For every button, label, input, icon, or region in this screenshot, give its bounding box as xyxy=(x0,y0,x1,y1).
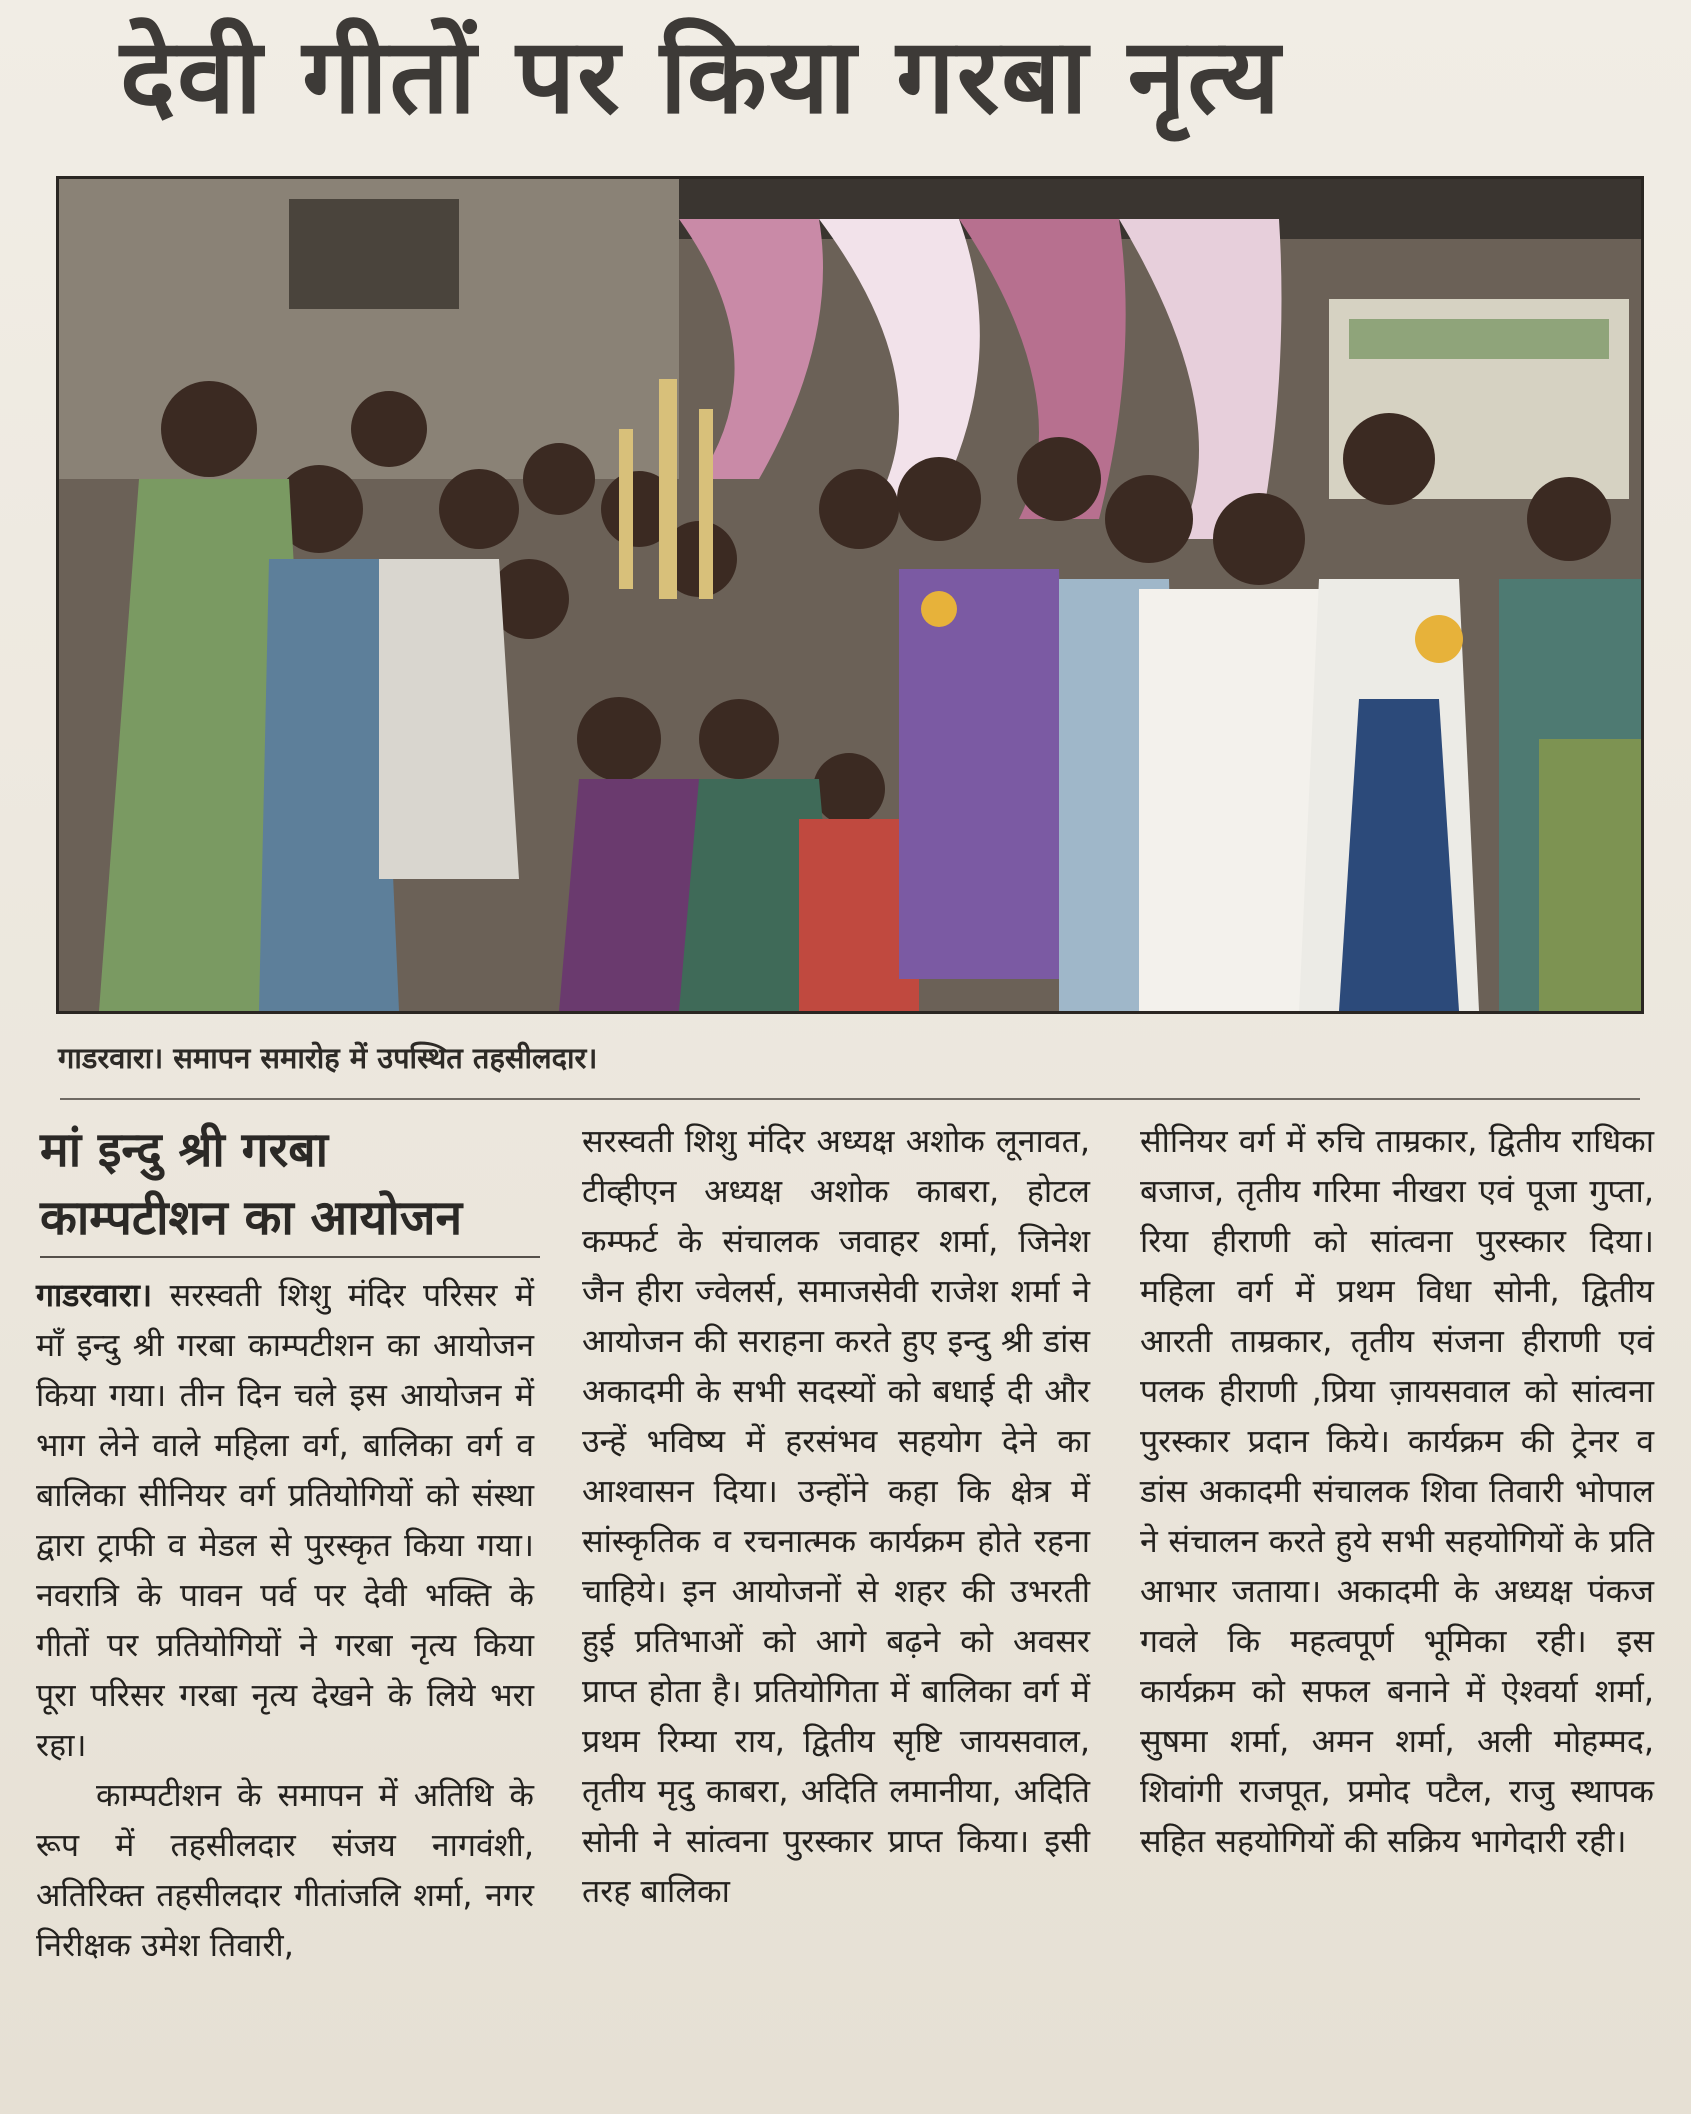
article-paragraph: काम्पटीशन के समापन में अतिथि के रूप में तहसीलदार संजय नागवंशी, अतिरिक्त तहसीलदार गीतांजलि शर्मा, नगर निरीक्षक उमेश तिवारी, xyxy=(36,1776,534,1964)
group-photo-illustration xyxy=(59,179,1641,1011)
subheading-divider xyxy=(40,1256,540,1258)
subheading-line-1: मां इन्दु श्री गरबा xyxy=(40,1122,329,1178)
headline: देवी गीतों पर किया गरबा नृत्य xyxy=(120,15,1283,137)
article-paragraph: सरस्वती शिशु मंदिर अध्यक्ष अशोक लूनावत, टीव्हीएन अध्यक्ष अशोक काबरा, होटल कम्फर्ट के संचालक जवाहर शर्मा, जिनेश जैन हीरा ज्वेलर्स, समाजसेवी राजेश शर्मा ने आयोजन की सराहना करते हुए इन्दु श्री डांस अकादमी के सभी सदस्यों को बधाई दी और उन्हें भविष्य में हरसंभव सहयोग देने का आश्वासन दिया। उन्होंने कहा कि क्षेत्र में सांस्कृतिक व रचनात्मक कार्यक्रम होते रहना चाहिये। इन आयोजनों से शहर की उभरती हुई प्रतिभाओं को आगे बढ़ने को अवसर प्राप्त होता है। प्रतियोगिता में बालिका वर्ग में प्रथम रिम्या राय, द्वितीय सृष्टि जायसवाल, तृतीय मृदु काबरा, अदिति लमानीया, अदिति सोनी ने सांत्वना पुरस्कार प्राप्त किया। इसी तरह बालिका xyxy=(582,1122,1090,1910)
divider xyxy=(60,1098,1640,1100)
dateline: गाडरवारा। xyxy=(36,1276,153,1314)
event-photo xyxy=(56,176,1644,1014)
article-subheading xyxy=(40,1116,550,1252)
article-column-3 xyxy=(1140,1116,1654,1866)
article-column-1 xyxy=(36,1270,534,1970)
paragraph-text: सरस्वती शिशु मंदिर परिसर में माँ इन्दु श्री गरबा काम्पटीशन का आयोजन किया गया। तीन दिन चले इस आयोजन में भाग लेने वाले महिला वर्ग, बालिका वर्ग व बालिका सीनियर वर्ग प्रतियोगियों को संस्था द्वारा ट्राफी व मेडल से पुरस्कृत किया गया। नवरात्रि के पावन पर्व पर देवी भक्ति के गीतों पर प्रतियोगियों ने गरबा नृत्य किया पूरा परिसर गरबा नृत्य देखने के लिये भरा रहा। xyxy=(36,1276,535,1764)
subheading-line-2: काम्पटीशन का आयोजन xyxy=(40,1190,463,1246)
photo-caption: गाडरवारा। समापन समारोह में उपस्थित तहसीलदार। xyxy=(58,1041,598,1075)
article-column-2 xyxy=(582,1116,1090,1916)
article-paragraph xyxy=(36,1270,534,1770)
article-paragraph: सीनियर वर्ग में रुचि ताम्रकार, द्वितीय राधिका बजाज, तृतीय गरिमा नीखरा एवं पूजा गुप्ता, रिया हीराणी को सांत्वना पुरस्कार दिया। महिला वर्ग में प्रथम विधा सोनी, द्वितीय आरती ताम्रकार, तृतीय संजना हीराणी एवं पलक हीराणी ,प्रिया ज़ायसवाल को सांत्वना पुरस्कार प्रदान किये। कार्यक्रम की ट्रेनर व डांस अकादमी संचालक शिवा तिवारी भोपाल ने संचालन करते हुये सभी सहयोगियों के प्रति आभार जताया। अकादमी के अध्यक्ष पंकज गवले कि महत्वपूर्ण भूमिका रही। इस कार्यक्रम को सफल बनाने में ऐश्वर्या शर्मा, सुषमा शर्मा, अमन शर्मा, अली मोहम्मद, शिवांगी राजपूत, प्रमोद पटैल, राजु स्थापक सहित सहयोगियों की सक्रिय भागेदारी रही। xyxy=(1140,1122,1654,1860)
